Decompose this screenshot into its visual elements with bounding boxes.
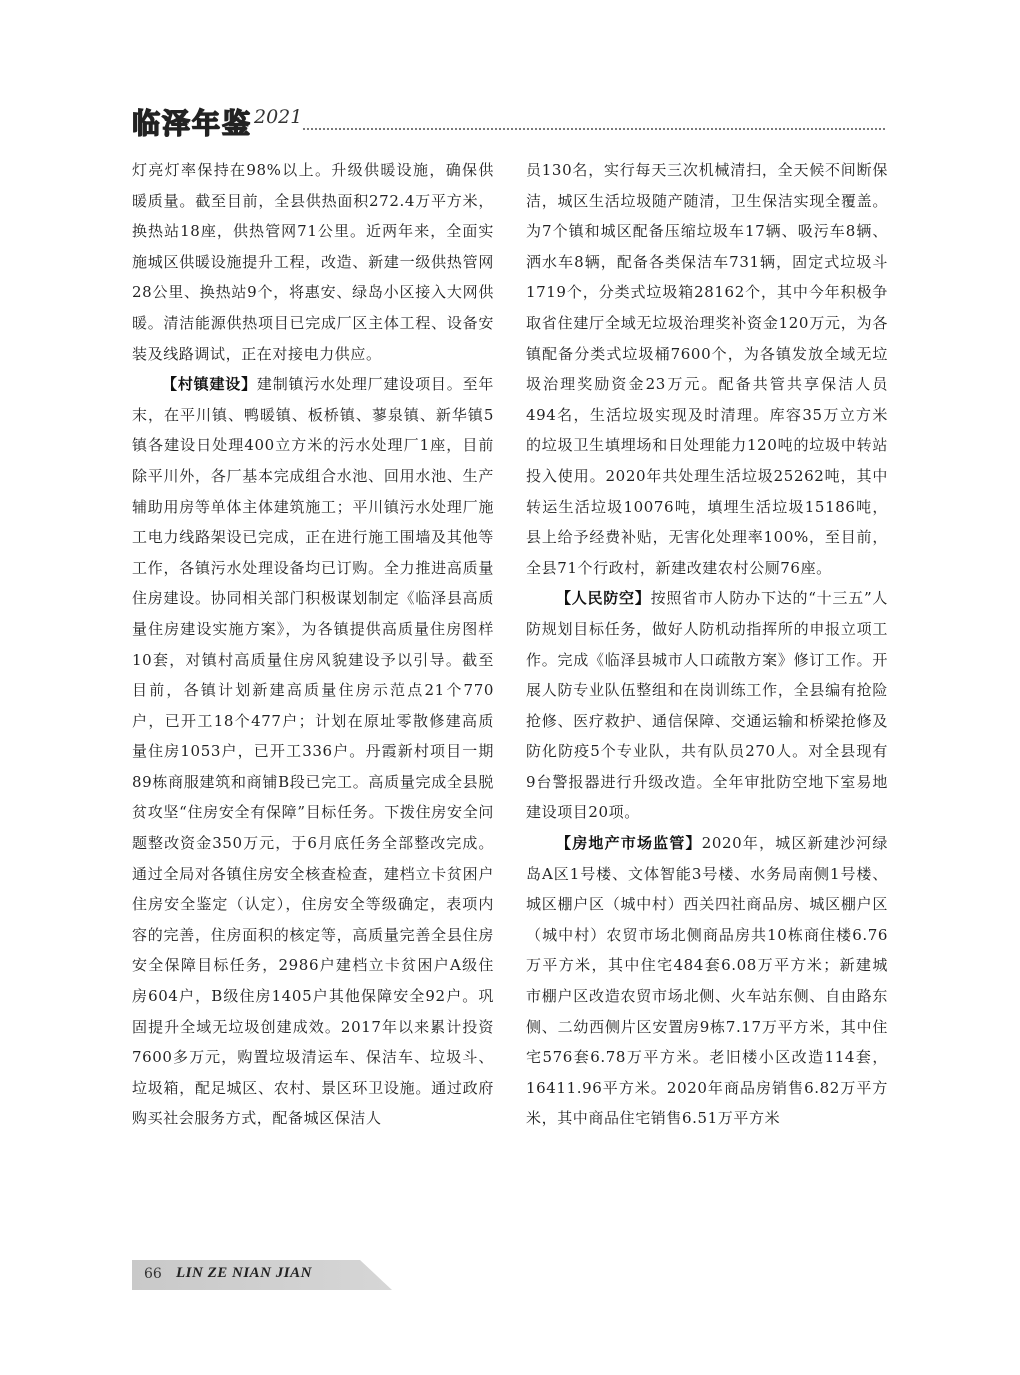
- paragraph-text: 按照省市人防办下达的“十三五”人防规划目标任务，做好人防机动指挥所的申报立项工作。完成《临泽县城市人口疏散方案》修订工作。开展人防专业队伍整组和在岗训练工作，全县编有抢险抢修、医疗救护、通信保障、交通运输和桥梁抢修及防化防疫5个专业队，共有队员270人。对全县现有9台警报器进行升级改造。全年审批防空地下室易地建设项目20项。: [526, 589, 888, 822]
- paragraph: 员130名，实行每天三次机械清扫，全天候不间断保洁，城区生活垃圾随产随清，卫生保洁实现全覆盖。为7个镇和城区配备压缩垃圾车17辆、吸污车8辆、洒水车8辆，配备各类保洁车731辆，固定式垃圾斗1719个，分类式垃圾箱28162个，其中今年积极争取省住建厅全域无垃圾治理奖补资金120万元，为各镇配备分类式垃圾桶7600个，为各镇发放全域无垃圾治理奖励资金23万元。配备共管共享保洁人员494名，生活垃圾实现及时清理。库容35万立方米的垃圾卫生填埋场和日处理能力120吨的垃圾中转站投入使用。2020年共处理生活垃圾25262吨，其中转运生活垃圾10076吨，填埋生活垃圾15186吨，县上给予经费补贴，无害化处理率100%，至目前，全县71个行政村，新建改建农村公厕76座。: [526, 161, 888, 577]
- page-header: [132, 100, 887, 140]
- yearbook-year: 2021: [254, 106, 303, 128]
- yearbook-title: 临泽年鉴: [132, 107, 253, 140]
- right-column: [526, 155, 888, 1134]
- paragraph-village-construction: [132, 369, 494, 1134]
- page-number: 66: [144, 1266, 162, 1282]
- paragraph: 灯亮灯率保持在98%以上。升级供暖设施，确保供暖质量。截至目前，全县供热面积272.4万平方米，换热站18座，供热管网71公里。近两年来，全面实施城区供暖设施提升工程，改造、新建一级供热管网28公里、换热站9个，将惠安、绿岛小区接入大网供暖。清洁能源供热项目已完成厂区主体工程、设备安装及线路调试，正在对接电力供应。: [132, 161, 494, 363]
- paragraph-civil-air-defense: [526, 583, 888, 828]
- footer-running-title: LIN ZE NIAN JIAN: [176, 1265, 312, 1281]
- paragraph-text: 2020年，城区新建沙河绿岛A区1号楼、文体智能3号楼、水务局南侧1号楼、城区棚户区（城中村）西关四社商品房、城区棚户区（城中村）农贸市场北侧商品房共10栋商住楼6.76万平方米，其中住宅484套6.08万平方米；新建城市棚户区改造农贸市场北侧、火车站东侧、自由路东侧、二幼西侧片区安置房9栋7.17万平方米，其中住宅576套6.78万平方米。老旧楼小区改造114套，16411.96平方米。2020年商品房销售6.82万平方米，其中商品住宅销售6.51万平方米: [526, 834, 888, 1128]
- section-title: 【房地产市场监管】: [556, 834, 702, 853]
- header-dotted-rule: [302, 127, 887, 131]
- left-column: [132, 155, 494, 1134]
- page-footer: [132, 1260, 392, 1290]
- section-title: 【人民防空】: [556, 589, 651, 608]
- section-title: 【村镇建设】: [162, 375, 257, 394]
- paragraph-text: 建制镇污水处理厂建设项目。至年末，在平川镇、鸭暖镇、板桥镇、蓼泉镇、新华镇5镇各建设日处理400立方米的污水处理厂1座，目前除平川外，各厂基本完成组合水池、回用水池、生产辅助用房等单体主体建筑施工；平川镇污水处理厂施工电力线路架设已完成，正在进行施工围墙及其他等工作，各镇污水处理设备均已订购。全力推进高质量住房建设。协同相关部门积极谋划制定《临泽县高质量住房建设实施方案》，为各镇提供高质量住房图样10套，对镇村高质量住房风貌建设予以引导。截至目前，各镇计划新建高质量住房示范点21个770户，已开工18个477户；计划在原址零散修建高质量住房1053户，已开工336户。丹霞新村项目一期89栋商服建筑和商铺B段已完工。高质量完成全县脱贫攻坚“住房安全有保障”目标任务。下拨住房安全问题整改资金350万元，于6月底任务全部整改完成。通过全局对各镇住房安全核查检查，建档立卡贫困户住房安全鉴定（认定），住房安全等级确定，表项内容的完善，住房面积的核定等，高质量完善全县住房安全保障目标任务，2986户建档立卡贫困户A级住房604户，B级住房1405户其他保障安全92户。巩固提升全域无垃圾创建成效。2017年以来累计投资7600多万元，购置垃圾清运车、保洁车、垃圾斗、垃圾箱，配足城区、农村、景区环卫设施。通过政府购买社会服务方式，配备城区保洁人: [132, 375, 494, 1128]
- paragraph-real-estate: [526, 828, 888, 1134]
